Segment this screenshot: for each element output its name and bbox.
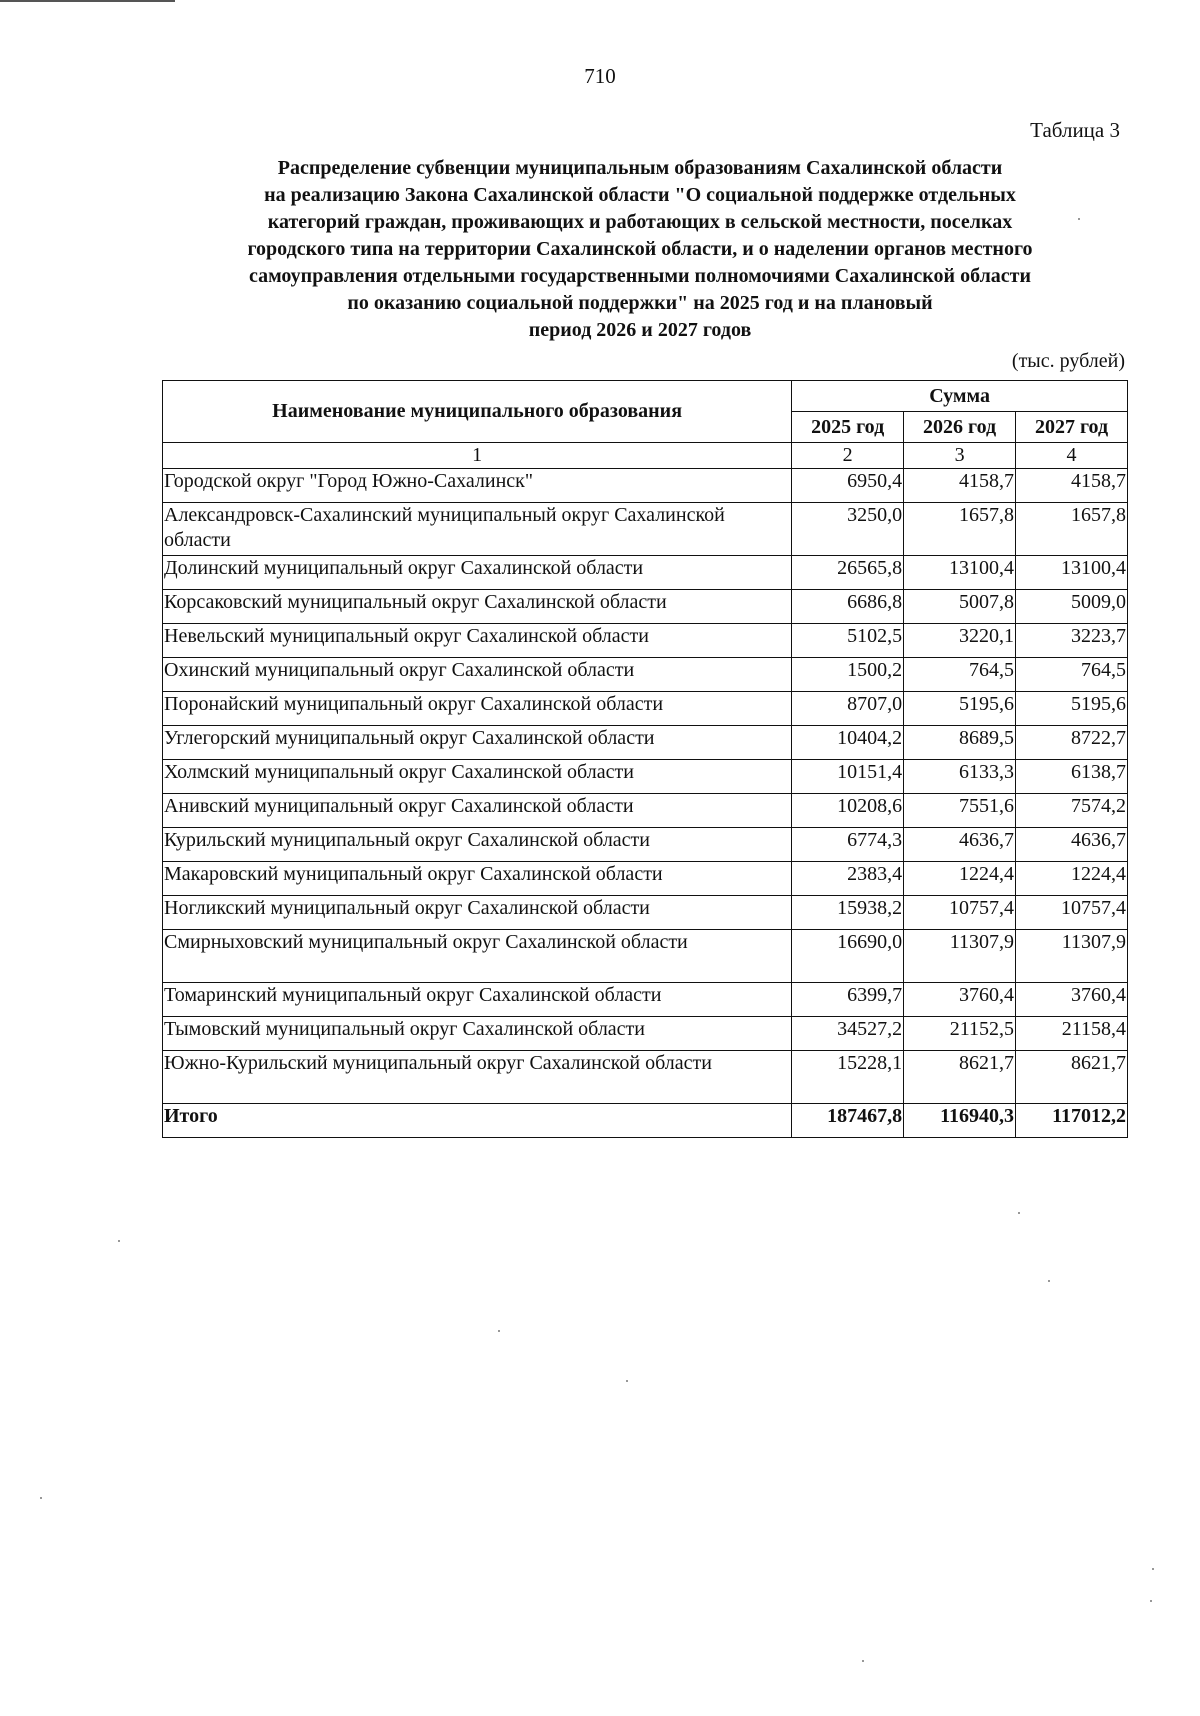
amount-2027: 3223,7 xyxy=(1016,624,1128,658)
table-row xyxy=(163,469,1128,503)
municipality-name: Корсаковский муниципальный округ Сахалинской области xyxy=(163,590,792,624)
table-row xyxy=(163,692,1128,726)
column-number: 1 xyxy=(163,443,792,469)
amount-2027: 6138,7 xyxy=(1016,760,1128,794)
scan-speck xyxy=(40,1497,42,1499)
amount-2025: 10208,6 xyxy=(792,794,904,828)
amount-2026: 8621,7 xyxy=(904,1051,1016,1104)
amount-2026: 11307,9 xyxy=(904,930,1016,983)
amount-2026: 10757,4 xyxy=(904,896,1016,930)
municipality-name: Невельский муниципальный округ Сахалинской области xyxy=(163,624,792,658)
amount-2027: 8621,7 xyxy=(1016,1051,1128,1104)
amount-2025: 15228,1 xyxy=(792,1051,904,1104)
amount-2026: 7551,6 xyxy=(904,794,1016,828)
amount-2026: 1657,8 xyxy=(904,503,1016,556)
amount-2027: 8722,7 xyxy=(1016,726,1128,760)
scan-speck xyxy=(118,1240,120,1242)
amount-2026: 3220,1 xyxy=(904,624,1016,658)
table-row xyxy=(163,556,1128,590)
table-row xyxy=(163,624,1128,658)
municipality-name: Южно-Курильский муниципальный округ Сахалинской области xyxy=(163,1051,792,1104)
amount-2026: 4158,7 xyxy=(904,469,1016,503)
column-number: 4 xyxy=(1016,443,1128,469)
table-row xyxy=(163,1051,1128,1104)
table-body xyxy=(163,469,1128,1138)
amount-2027: 4636,7 xyxy=(1016,828,1128,862)
total-amount-2026: 116940,3 xyxy=(904,1104,1016,1138)
amount-2025: 15938,2 xyxy=(792,896,904,930)
municipality-name: Охинский муниципальный округ Сахалинской области xyxy=(163,658,792,692)
amount-2026: 4636,7 xyxy=(904,828,1016,862)
amount-2025: 6399,7 xyxy=(792,983,904,1017)
municipality-name: Александровск-Сахалинский муниципальный округ Сахалинской области xyxy=(163,503,792,556)
amount-2026: 6133,3 xyxy=(904,760,1016,794)
amount-2026: 3760,4 xyxy=(904,983,1016,1017)
amount-2026: 21152,5 xyxy=(904,1017,1016,1051)
table-row xyxy=(163,862,1128,896)
column-number: 2 xyxy=(792,443,904,469)
subvention-table xyxy=(162,380,1128,1138)
amount-2025: 1500,2 xyxy=(792,658,904,692)
header-name: Наименование муниципального образования xyxy=(163,381,792,443)
municipality-name: Томаринский муниципальный округ Сахалинской области xyxy=(163,983,792,1017)
header-year-2025: 2025 год xyxy=(792,412,904,443)
amount-2027: 13100,4 xyxy=(1016,556,1128,590)
scan-speck xyxy=(1018,1212,1020,1214)
amount-2027: 5195,6 xyxy=(1016,692,1128,726)
table-row xyxy=(163,794,1128,828)
amount-2025: 6774,3 xyxy=(792,828,904,862)
amount-2027: 7574,2 xyxy=(1016,794,1128,828)
table-row xyxy=(163,983,1128,1017)
column-number: 3 xyxy=(904,443,1016,469)
title-line: категорий граждан, проживающих и работающих в сельской местности, поселках xyxy=(267,211,1013,233)
table-row xyxy=(163,930,1128,983)
total-row xyxy=(163,1104,1128,1138)
total-amount-2027: 117012,2 xyxy=(1016,1104,1128,1138)
amount-2025: 2383,4 xyxy=(792,862,904,896)
municipality-name: Долинский муниципальный округ Сахалинской области xyxy=(163,556,792,590)
amount-2027: 4158,7 xyxy=(1016,469,1128,503)
amount-2027: 5009,0 xyxy=(1016,590,1128,624)
document-title xyxy=(150,155,1130,344)
amount-2026: 5195,6 xyxy=(904,692,1016,726)
amount-2025: 6686,8 xyxy=(792,590,904,624)
total-label: Итого xyxy=(163,1104,792,1138)
municipality-name: Углегорский муниципальный округ Сахалинской области xyxy=(163,726,792,760)
table-label: Таблица 3 xyxy=(1030,118,1120,142)
municipality-name: Городской округ "Город Южно-Сахалинск" xyxy=(163,469,792,503)
table-row xyxy=(163,1017,1128,1051)
amount-2027: 1657,8 xyxy=(1016,503,1128,556)
title-line: городского типа на территории Сахалинской области, и о наделении органов местного xyxy=(247,238,1033,260)
scan-edge-line xyxy=(0,0,175,2)
title-line: самоуправления отдельными государственными полномочиями Сахалинской области xyxy=(248,265,1032,287)
scan-speck xyxy=(1078,218,1080,220)
header-sum: Сумма xyxy=(792,381,1128,412)
scan-speck xyxy=(1152,1568,1154,1570)
municipality-name: Поронайский муниципальный округ Сахалинской области xyxy=(163,692,792,726)
scan-speck xyxy=(1150,1600,1152,1602)
table-row xyxy=(163,503,1128,556)
amount-2027: 11307,9 xyxy=(1016,930,1128,983)
amount-2026: 5007,8 xyxy=(904,590,1016,624)
title-line: по оказанию социальной поддержки" на 2025 год и на плановый xyxy=(347,292,933,314)
scan-speck xyxy=(626,1380,628,1382)
scan-speck xyxy=(862,1660,864,1662)
municipality-name: Тымовский муниципальный округ Сахалинской области xyxy=(163,1017,792,1051)
amount-2027: 764,5 xyxy=(1016,658,1128,692)
amount-2026: 8689,5 xyxy=(904,726,1016,760)
amount-2027: 3760,4 xyxy=(1016,983,1128,1017)
amount-2027: 21158,4 xyxy=(1016,1017,1128,1051)
amount-2026: 764,5 xyxy=(904,658,1016,692)
amount-2025: 10151,4 xyxy=(792,760,904,794)
total-amount-2025: 187467,8 xyxy=(792,1104,904,1138)
amount-2027: 1224,4 xyxy=(1016,862,1128,896)
table-row xyxy=(163,896,1128,930)
amount-2025: 34527,2 xyxy=(792,1017,904,1051)
amount-2027: 10757,4 xyxy=(1016,896,1128,930)
municipality-name: Смирныховский муниципальный округ Сахалинской области xyxy=(163,930,792,983)
municipality-name: Ногликский муниципальный округ Сахалинской области xyxy=(163,896,792,930)
municipality-name: Анивский муниципальный округ Сахалинской области xyxy=(163,794,792,828)
table-row xyxy=(163,658,1128,692)
table-row xyxy=(163,760,1128,794)
title-line: на реализацию Закона Сахалинской области "О социальной поддержке отдельных xyxy=(264,184,1016,206)
municipality-name: Курильский муниципальный округ Сахалинской области xyxy=(163,828,792,862)
amount-2025: 8707,0 xyxy=(792,692,904,726)
header-year-2026: 2026 год xyxy=(904,412,1016,443)
title-line: период 2026 и 2027 годов xyxy=(528,319,752,341)
title-line: Распределение субвенции муниципальным образованиям Сахалинской области xyxy=(277,157,1003,179)
table-row xyxy=(163,590,1128,624)
amount-2025: 3250,0 xyxy=(792,503,904,556)
units-label: (тыс. рублей) xyxy=(1011,350,1125,372)
amount-2025: 16690,0 xyxy=(792,930,904,983)
amount-2025: 5102,5 xyxy=(792,624,904,658)
municipality-name: Макаровский муниципальный округ Сахалинской области xyxy=(163,862,792,896)
page-number: 710 xyxy=(584,64,616,88)
amount-2025: 6950,4 xyxy=(792,469,904,503)
header-year-2027: 2027 год xyxy=(1016,412,1128,443)
scan-speck xyxy=(1048,1280,1050,1282)
scan-speck xyxy=(498,1330,500,1332)
table-row xyxy=(163,828,1128,862)
amount-2026: 13100,4 xyxy=(904,556,1016,590)
amount-2025: 10404,2 xyxy=(792,726,904,760)
amount-2025: 26565,8 xyxy=(792,556,904,590)
municipality-name: Холмский муниципальный округ Сахалинской области xyxy=(163,760,792,794)
amount-2026: 1224,4 xyxy=(904,862,1016,896)
table-row xyxy=(163,726,1128,760)
